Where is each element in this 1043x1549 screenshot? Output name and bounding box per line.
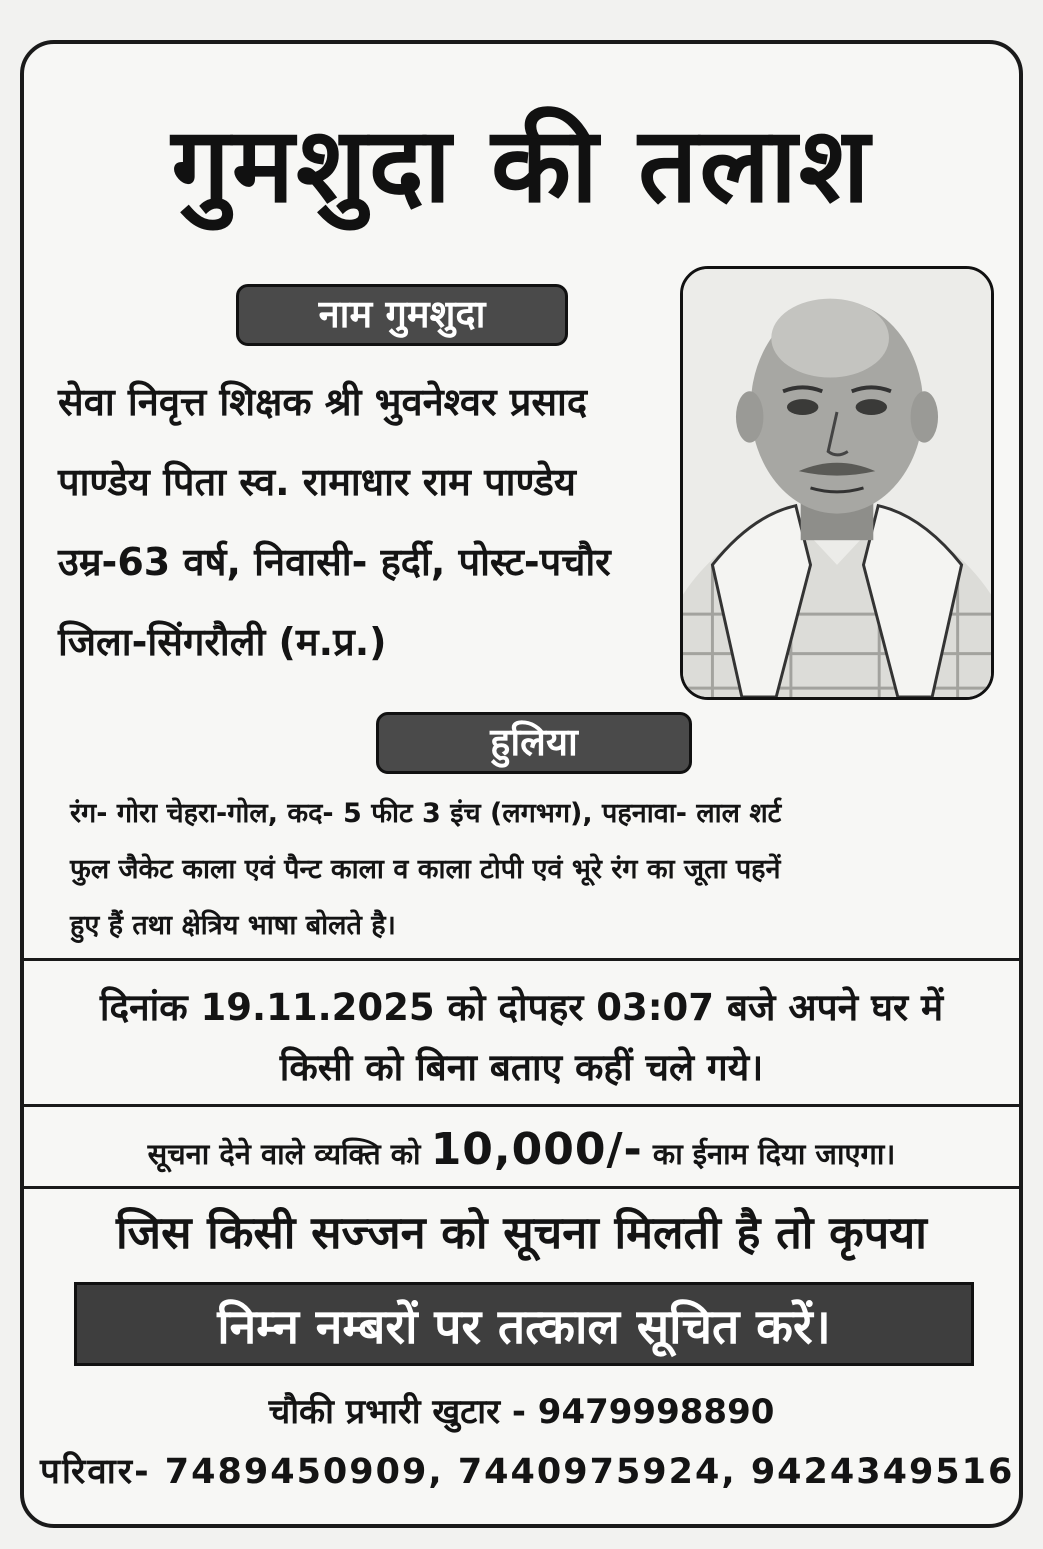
description-heading: हुलिया [376, 712, 692, 774]
reward-prefix: सूचना देने वाले व्यक्ति को [147, 1137, 421, 1171]
name-line: सेवा निवृत्त शिक्षक श्री भुवनेश्वर प्रसाद [58, 380, 588, 424]
description-line: फुल जैकेट काला एवं पैन्ट काला व काला टोपी एवं भूरे रंग का जूता पहनें [70, 854, 781, 885]
missing-person-details [58, 362, 678, 682]
name-line: पाण्डेय पिता स्व. रामाधार राम पाण्डेय [58, 460, 576, 504]
police-contact: चौकी प्रभारी खुटार - 9479998890 [268, 1392, 775, 1432]
name-line: जिला-सिंगरौली (म.प्र.) [58, 620, 387, 664]
date-line: दिनांक 19.11.2025 को दोपहर 03:07 बजे अपने घर में [99, 986, 944, 1029]
missing-person-photo [680, 266, 994, 700]
notify-banner: निम्न नम्बरों पर तत्काल सूचित करें। [74, 1282, 974, 1366]
date-line: किसी को बिना बताए कहीं चले गये। [279, 1046, 764, 1089]
name-line: उम्र-63 वर्ष, निवासी- हर्दी, पोस्ट-पचौर [58, 540, 611, 584]
missing-date-info [60, 978, 983, 1098]
divider [20, 958, 1023, 961]
reward-suffix: का ईनाम दिया जाएगा। [652, 1137, 896, 1171]
poster-title: गुमशुदा की तलाश [171, 104, 872, 226]
description-line: हुए हैं तथा क्षेत्रिय भाषा बोलते है। [70, 910, 396, 941]
description-line: रंग- गोरा चेहरा-गोल, कद- 5 फीट 3 इंच (लगभग), पहनावा- लाल शर्ट [70, 798, 782, 829]
name-heading: नाम गुमशुदा [236, 284, 568, 346]
reward-notice [40, 1120, 1003, 1184]
physical-description [70, 786, 1000, 954]
appeal-text: जिस किसी सज्जन को सूचना मिलती है तो कृपया [116, 1206, 927, 1259]
divider [20, 1104, 1023, 1107]
family-contact: परिवार- 7489450909, 7440975924, 9424349516 [40, 1452, 1015, 1492]
divider [20, 1186, 1023, 1189]
reward-amount: 10,000/- [430, 1124, 643, 1175]
